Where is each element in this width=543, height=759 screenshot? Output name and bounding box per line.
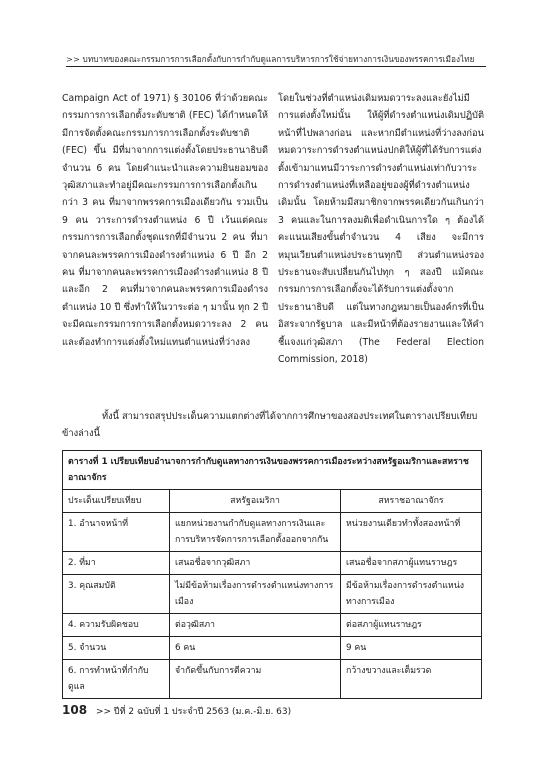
page-number: 108 — [62, 703, 88, 717]
paragraph-left: Campaign Act of 1971) § 30106 ที่ว่าด้วยคณะกรรมการการเลือกตั้งระดับชาติ (FEC) ได้กำหนดให้มีการจัดตั้งคณะกรรมการการเลือกตั้งระดับชาติ (FEC) ขึ้น มีที่มาจากการแต่งตั้งโดยประธานาธิบดีจำนวน 6 คน โดยคำแนะนำและความยินยอมของวุฒิสภาและทำอยู่มีคณะกรรมการการเลือกตั้งเกินกว่า 3 คน ที่มาจากพรรคการเมืองเดียวกัน รวมเป็น 9 คน วาระการดำรงตำแหน่ง 6 ปี เว้นแต่คณะกรรมการการเลือกตั้งชุดแรกที่มีจำนวน 2 คน ที่มาจากคนละพรรคการเมืองดำรงตำแหน่ง 6 ปี อีก 2 คน ที่มาจากคนละพรรคการเมืองดำรงตำแหน่ง 8 ปี และอีก 2 คนที่มาจากคนละพรรคการเมืองดำรงตำแหน่ง 10 ปี ซึ่งทำให้ในวาระต่อ ๆ มานั้น ทุก 2 ปี จะมีคณะกรรมการการเลือกตั้งหมดวาระลง 2 คน และต้องทำการแต่งตั้งใหม่แทนตำแหน่งที่ว่างลง — [62, 93, 268, 348]
header-issue: ประเด็นเปรียบเทียบ — [63, 490, 170, 513]
table-cell: หน่วยงานเดียวทำทั้งสองหน้าที่ — [341, 513, 482, 552]
table-row — [63, 614, 482, 637]
intro-paragraph: ทั้งนี้ สามารถสรุปประเด็นความแตกต่างที่ได้จากการศึกษาของสองประเทศในตารางเปรียบเทียบข้างล่างนี้ — [62, 411, 478, 439]
table-row — [63, 660, 482, 699]
table-cell: แยกหน่วยงานกำกับดูแลทางการเงินและการบริหารจัดการการเลือกตั้งออกจากกัน — [170, 513, 341, 552]
issue-info: >> ปีที่ 2 ฉบับที่ 1 ประจำปี 2563 (ม.ค.-มิ.ย. 63) — [95, 707, 292, 717]
body-column-right — [278, 90, 484, 369]
table-cell: 5. จำนวน — [63, 637, 170, 660]
page-footer — [62, 703, 291, 718]
table-cell: 9 คน — [341, 637, 482, 660]
table-cell: ต่อสภาผู้แทนราษฎร — [341, 614, 482, 637]
running-header: >> บทบาทของคณะกรรมการการเลือกตั้งกับการกำกับดูแลการบริหารการใช้จ่ายทางการเงินของพรรคการเมืองไทย — [66, 54, 475, 64]
table-row — [63, 552, 482, 575]
table-caption: ตารางที่ 1 เปรียบเทียบอำนาจการกำกับดูแลทางการเงินของพรรคการเมืองระหว่างสหรัฐอเมริกาและสหราชอาณาจักร — [63, 451, 482, 490]
table-cell: ต่อวุฒิสภา — [170, 614, 341, 637]
table-cell: กว้างขวางและเต็มรวด — [341, 660, 482, 699]
header-uk: สหราชอาณาจักร — [341, 490, 482, 513]
table-cell: 1. อำนาจหน้าที่ — [63, 513, 170, 552]
table-cell: 4. ความรับผิดชอบ — [63, 614, 170, 637]
table-intro — [62, 408, 482, 442]
table-row — [63, 575, 482, 614]
paragraph-right: โดยในช่วงที่ตำแหน่งเดิมหมดวาระลงและยังไม่มีการแต่งตั้งใหม่นั้น ให้ผู้ที่ดำรงตำแหน่งเดิมปฏิบัติหน้าที่ไปพลางก่อน และหากมีตำแหน่งที่ว่างลงก่อนหมดวาระการดำรงตำแหน่งปกติให้ผู้ที่ได้รับการแต่งตั้งเข้ามาแทนมีวาระการดำรงตำแหน่งเท่ากับวาระการดำรงตำแหน่งที่เหลืออยู่ของผู้ที่ดำรงตำแหน่งเดิมนั้น โดยห้ามมีสมาชิกจากพรรคเดียวกันเกินกว่า 3 คนและในการลงมติเพื่อดำเนินการใด ๆ ต้องได้คะแนนเสียงขั้นต่ำจำนวน 4 เสียง จะมีการหมุนเวียนตำแหน่งประธานทุกปี ส่วนตำแหน่งรองประธานจะสับเปลี่ยนกันไปทุก ๆ สองปี แม้คณะกรรมการการเลือกตั้งจะได้รับการแต่งตั้งจากประธานาธิบดี แต่ในทางกฎหมายเป็นองค์กรที่เป็นอิสระจากรัฐบาล และมีหน้าที่ต้องรายงานและให้คำชี้แจงแก่วุฒิสภา (The Federal Election Commission, 2018) — [278, 93, 484, 366]
table-cell: 2. ที่มา — [63, 552, 170, 575]
table-row — [63, 513, 482, 552]
table-cell: 6. การทำหน้าที่กำกับดูแล — [63, 660, 170, 699]
table-cell: มีข้อห้ามเรื่องการดำรงตำแหน่งทางการเมือง — [341, 575, 482, 614]
table-cell: 3. คุณสมบัติ — [63, 575, 170, 614]
header-rule — [66, 66, 486, 67]
header-usa: สหรัฐอเมริกา — [170, 490, 341, 513]
body-column-left — [62, 90, 268, 351]
comparison-table — [62, 450, 482, 699]
table-cell: จำกัดขึ้นกับการตีความ — [170, 660, 341, 699]
table-header-row — [63, 490, 482, 513]
table-cell: 6 คน — [170, 637, 341, 660]
table-row — [63, 637, 482, 660]
table-cell: เสนอชื่อจากวุฒิสภา — [170, 552, 341, 575]
table-cell: เสนอชื่อจากสภาผู้แทนราษฎร — [341, 552, 482, 575]
table-cell: ไม่มีข้อห้ามเรื่องการดำรงตำแหน่งทางการเมือง — [170, 575, 341, 614]
